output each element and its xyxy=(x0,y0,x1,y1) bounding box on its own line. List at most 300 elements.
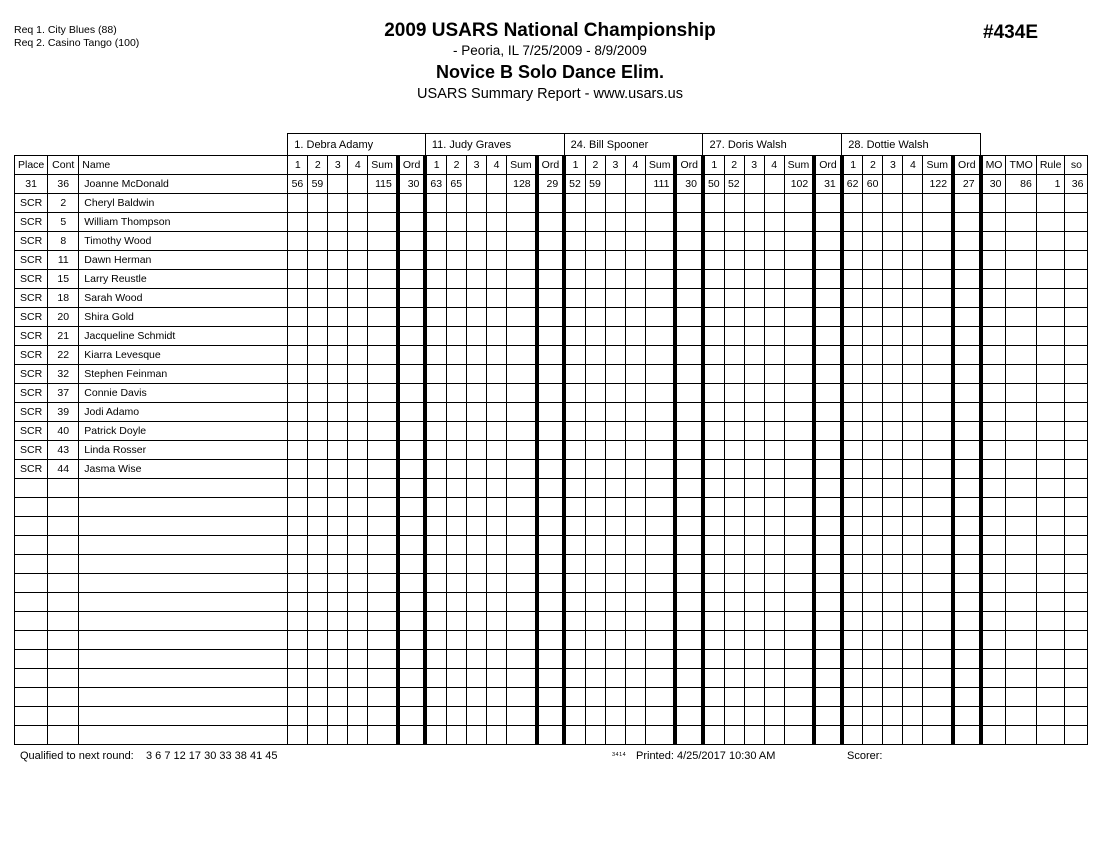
table-row[interactable] xyxy=(15,460,1088,479)
table-row[interactable] xyxy=(15,384,1088,403)
cell-rule xyxy=(1036,232,1065,251)
cell-j4-score-1 xyxy=(703,536,724,555)
cell-place xyxy=(15,498,48,517)
cell-name xyxy=(79,726,288,745)
cell-j4-score-1 xyxy=(703,479,724,498)
cell-j1-score-3 xyxy=(328,422,348,441)
cell-so xyxy=(1065,517,1088,536)
cell-so xyxy=(1065,593,1088,612)
cell-j2-ord xyxy=(537,460,565,479)
qualified-label: Qualified to next round: xyxy=(20,750,134,762)
cell-j3-ord xyxy=(675,707,703,726)
cell-j3-ord xyxy=(675,422,703,441)
cell-j4-score-2 xyxy=(724,574,744,593)
cell-j5-score-1 xyxy=(842,327,863,346)
cell-mo xyxy=(981,555,1006,574)
cell-j2-ord xyxy=(537,251,565,270)
cell-j5-score-4 xyxy=(903,517,923,536)
cell-place xyxy=(15,631,48,650)
cell-j4-score-4 xyxy=(764,365,784,384)
cell-j5-ord xyxy=(953,365,981,384)
table-row[interactable] xyxy=(15,441,1088,460)
cell-j1-score-1 xyxy=(288,403,308,422)
cell-j3-ord xyxy=(675,308,703,327)
cell-mo: 30 xyxy=(981,175,1006,194)
cell-rule xyxy=(1036,669,1065,688)
cell-j2-ord xyxy=(537,479,565,498)
cell-tmo xyxy=(1006,460,1036,479)
cell-j1-score-1 xyxy=(288,593,308,612)
col-header-j3-1: 1 xyxy=(564,156,585,175)
cell-j1-score-4 xyxy=(348,555,368,574)
cell-j1-score-3 xyxy=(328,232,348,251)
cell-j2-score-2: 65 xyxy=(447,175,467,194)
table-row-empty[interactable] xyxy=(15,612,1088,631)
table-row-empty[interactable] xyxy=(15,498,1088,517)
cell-mo xyxy=(981,631,1006,650)
cell-j1-sum xyxy=(368,327,398,346)
cell-j3-score-1 xyxy=(564,574,585,593)
col-header-j5-1: 1 xyxy=(842,156,863,175)
cell-j2-score-3 xyxy=(467,536,487,555)
cell-j1-score-2 xyxy=(308,726,328,745)
table-row[interactable] xyxy=(15,270,1088,289)
cell-j1-ord xyxy=(398,479,426,498)
cell-j3-score-1 xyxy=(564,498,585,517)
cell-j4-sum xyxy=(784,574,814,593)
cell-j2-score-3 xyxy=(467,327,487,346)
cell-j5-score-3 xyxy=(883,422,903,441)
cell-tmo xyxy=(1006,346,1036,365)
cell-j2-sum xyxy=(507,498,537,517)
cell-j5-sum xyxy=(923,422,953,441)
table-row-empty[interactable] xyxy=(15,631,1088,650)
cell-j4-score-4 xyxy=(764,346,784,365)
cell-rule xyxy=(1036,460,1065,479)
cell-j5-score-4 xyxy=(903,650,923,669)
cell-j2-score-4 xyxy=(487,498,507,517)
cell-j1-score-3 xyxy=(328,441,348,460)
cell-so xyxy=(1065,365,1088,384)
cell-j1-score-1 xyxy=(288,574,308,593)
cell-j1-score-3 xyxy=(328,593,348,612)
cell-rule xyxy=(1036,403,1065,422)
cell-j1-sum xyxy=(368,251,398,270)
cell-j3-score-1 xyxy=(564,403,585,422)
cell-j5-ord xyxy=(953,270,981,289)
cell-cont xyxy=(48,479,79,498)
cell-j1-score-1 xyxy=(288,422,308,441)
cell-j5-score-2 xyxy=(863,707,883,726)
cell-j1-score-3 xyxy=(328,194,348,213)
cell-j2-score-4 xyxy=(487,403,507,422)
cell-j2-score-1 xyxy=(425,593,446,612)
cell-j1-sum xyxy=(368,346,398,365)
cell-cont xyxy=(48,612,79,631)
col-header-j2-1: 1 xyxy=(425,156,446,175)
cell-j1-score-4 xyxy=(348,365,368,384)
judge-name-2: 11. Judy Graves xyxy=(425,134,564,156)
col-header-j4-2: 2 xyxy=(724,156,744,175)
cell-j5-score-3 xyxy=(883,175,903,194)
cell-j4-score-1 xyxy=(703,365,724,384)
cell-j3-ord xyxy=(675,669,703,688)
table-row[interactable] xyxy=(15,289,1088,308)
cell-j1-score-1: 56 xyxy=(288,175,308,194)
cell-rule xyxy=(1036,498,1065,517)
cell-j5-score-4 xyxy=(903,175,923,194)
cell-j5-score-3 xyxy=(883,574,903,593)
cell-j1-score-4 xyxy=(348,289,368,308)
col-header-j5-sum: Sum xyxy=(923,156,953,175)
cell-j4-score-2 xyxy=(724,631,744,650)
cell-tmo xyxy=(1006,365,1036,384)
cell-j3-score-2 xyxy=(585,593,605,612)
cell-j3-score-2 xyxy=(585,346,605,365)
cell-j3-score-3 xyxy=(605,289,625,308)
cell-j2-score-1 xyxy=(425,194,446,213)
cell-j3-ord xyxy=(675,498,703,517)
cell-j3-score-2 xyxy=(585,251,605,270)
cell-j1-score-1 xyxy=(288,479,308,498)
cell-rule xyxy=(1036,213,1065,232)
table-row-empty[interactable] xyxy=(15,517,1088,536)
cell-j1-score-1 xyxy=(288,232,308,251)
cell-j3-ord xyxy=(675,289,703,308)
cell-j1-score-3 xyxy=(328,669,348,688)
cell-place: SCR xyxy=(15,251,48,270)
table-row[interactable] xyxy=(15,232,1088,251)
cell-j1-ord xyxy=(398,669,426,688)
cell-j3-ord xyxy=(675,441,703,460)
cell-j5-score-3 xyxy=(883,479,903,498)
cell-j1-score-2 xyxy=(308,270,328,289)
cell-j1-score-2 xyxy=(308,346,328,365)
cell-j1-sum xyxy=(368,498,398,517)
cell-j1-score-1 xyxy=(288,688,308,707)
cell-j3-score-4 xyxy=(625,403,645,422)
cell-j2-score-3 xyxy=(467,612,487,631)
cell-j5-score-2 xyxy=(863,213,883,232)
cell-j2-score-1 xyxy=(425,289,446,308)
cell-place xyxy=(15,688,48,707)
cell-j1-score-2 xyxy=(308,650,328,669)
cell-mo xyxy=(981,346,1006,365)
table-row[interactable] xyxy=(15,365,1088,384)
table-row-empty[interactable] xyxy=(15,555,1088,574)
col-header-rule: Rule xyxy=(1036,156,1065,175)
cell-j2-score-1 xyxy=(425,498,446,517)
table-row-empty[interactable] xyxy=(15,669,1088,688)
cell-j1-ord xyxy=(398,194,426,213)
cell-j2-score-3 xyxy=(467,251,487,270)
cell-j1-score-2 xyxy=(308,574,328,593)
cell-j1-sum xyxy=(368,688,398,707)
cell-j1-score-4 xyxy=(348,479,368,498)
cell-j5-sum xyxy=(923,270,953,289)
cell-j4-score-1 xyxy=(703,403,724,422)
table-row[interactable] xyxy=(15,251,1088,270)
cell-j3-score-1 xyxy=(564,213,585,232)
table-row-empty[interactable] xyxy=(15,726,1088,745)
cell-tmo xyxy=(1006,422,1036,441)
cell-j4-score-4 xyxy=(764,593,784,612)
cell-j4-score-2 xyxy=(724,517,744,536)
cell-j4-sum xyxy=(784,593,814,612)
cell-j3-ord xyxy=(675,574,703,593)
cell-j2-score-2 xyxy=(447,270,467,289)
cell-j1-score-1 xyxy=(288,726,308,745)
cell-j3-score-4 xyxy=(625,669,645,688)
cell-j1-score-3 xyxy=(328,574,348,593)
cell-tmo xyxy=(1006,327,1036,346)
cell-j4-score-1 xyxy=(703,574,724,593)
cell-so xyxy=(1065,346,1088,365)
cell-j1-score-4 xyxy=(348,441,368,460)
cell-j3-sum xyxy=(645,251,675,270)
cell-j1-ord: 30 xyxy=(398,175,426,194)
cell-j5-score-2 xyxy=(863,289,883,308)
col-header-so: so xyxy=(1065,156,1088,175)
cell-so xyxy=(1065,726,1088,745)
cell-j4-score-4 xyxy=(764,536,784,555)
cell-j2-score-4 xyxy=(487,593,507,612)
cell-j3-sum xyxy=(645,555,675,574)
cell-j1-score-4 xyxy=(348,251,368,270)
cell-mo xyxy=(981,403,1006,422)
cell-j5-score-3 xyxy=(883,612,903,631)
table-row-empty[interactable] xyxy=(15,574,1088,593)
table-row[interactable] xyxy=(15,175,1088,194)
cell-tmo xyxy=(1006,650,1036,669)
table-row[interactable] xyxy=(15,194,1088,213)
cell-j2-score-4 xyxy=(487,479,507,498)
cell-j3-score-2 xyxy=(585,422,605,441)
cell-j4-score-3 xyxy=(744,441,764,460)
cell-j5-ord xyxy=(953,593,981,612)
cell-j4-score-2: 52 xyxy=(724,175,744,194)
cell-j2-ord xyxy=(537,707,565,726)
table-row-empty[interactable] xyxy=(15,707,1088,726)
cell-j3-ord xyxy=(675,479,703,498)
cell-j1-sum xyxy=(368,270,398,289)
cell-j2-score-3 xyxy=(467,498,487,517)
cell-j4-ord xyxy=(814,422,842,441)
cell-j5-score-3 xyxy=(883,707,903,726)
cell-tmo xyxy=(1006,669,1036,688)
table-row[interactable] xyxy=(15,308,1088,327)
cell-j2-score-4 xyxy=(487,422,507,441)
cell-j4-ord xyxy=(814,707,842,726)
cell-j3-score-3 xyxy=(605,517,625,536)
cell-name: Joanne McDonald xyxy=(79,175,288,194)
cell-j3-score-4 xyxy=(625,688,645,707)
col-header-j4-sum: Sum xyxy=(784,156,814,175)
cell-j3-ord xyxy=(675,631,703,650)
cell-j5-sum xyxy=(923,612,953,631)
cell-rule xyxy=(1036,707,1065,726)
cell-j3-score-1 xyxy=(564,460,585,479)
cell-cont xyxy=(48,574,79,593)
cell-j4-score-3 xyxy=(744,213,764,232)
cell-j4-score-1 xyxy=(703,593,724,612)
cell-j2-score-1 xyxy=(425,669,446,688)
cell-j2-sum xyxy=(507,232,537,251)
cell-j3-ord xyxy=(675,346,703,365)
cell-j2-score-4 xyxy=(487,289,507,308)
cell-j4-ord xyxy=(814,308,842,327)
cell-mo xyxy=(981,726,1006,745)
cell-j3-score-2 xyxy=(585,365,605,384)
table-row[interactable] xyxy=(15,213,1088,232)
cell-j1-score-3 xyxy=(328,688,348,707)
cell-cont: 5 xyxy=(48,213,79,232)
col-header-j3-sum: Sum xyxy=(645,156,675,175)
table-row[interactable] xyxy=(15,346,1088,365)
cell-j5-ord xyxy=(953,688,981,707)
cell-j4-score-3 xyxy=(744,270,764,289)
cell-j5-score-1 xyxy=(842,460,863,479)
cell-j4-sum xyxy=(784,707,814,726)
cell-j5-score-4 xyxy=(903,669,923,688)
cell-j2-score-2 xyxy=(447,327,467,346)
cell-j4-score-4 xyxy=(764,213,784,232)
cell-j3-score-1 xyxy=(564,593,585,612)
cell-j3-score-2 xyxy=(585,498,605,517)
cell-j4-score-3 xyxy=(744,631,764,650)
cell-j5-sum xyxy=(923,631,953,650)
table-row[interactable] xyxy=(15,327,1088,346)
cell-j1-ord xyxy=(398,726,426,745)
cell-j4-score-1 xyxy=(703,555,724,574)
cell-j5-score-1 xyxy=(842,308,863,327)
cell-j2-score-2 xyxy=(447,498,467,517)
cell-j5-score-3 xyxy=(883,327,903,346)
cell-j4-sum xyxy=(784,536,814,555)
table-row-empty[interactable] xyxy=(15,479,1088,498)
table-row-empty[interactable] xyxy=(15,593,1088,612)
cell-j2-ord xyxy=(537,612,565,631)
cell-j2-score-2 xyxy=(447,289,467,308)
cell-place xyxy=(15,517,48,536)
cell-j2-score-1 xyxy=(425,612,446,631)
location-dates: - Peoria, IL 7/25/2009 - 8/9/2009 xyxy=(453,43,647,58)
cell-j3-sum xyxy=(645,213,675,232)
cell-j5-score-4 xyxy=(903,346,923,365)
cell-j5-score-2 xyxy=(863,612,883,631)
cell-j2-score-2 xyxy=(447,479,467,498)
cell-j2-score-4 xyxy=(487,612,507,631)
cell-j2-score-3 xyxy=(467,631,487,650)
cell-j4-score-4 xyxy=(764,232,784,251)
printed-timestamp: Printed: 4/25/2017 10:30 AM xyxy=(636,750,776,762)
cell-j2-score-3 xyxy=(467,479,487,498)
cell-cont: 18 xyxy=(48,289,79,308)
cell-j1-score-4 xyxy=(348,517,368,536)
table-row-empty[interactable] xyxy=(15,536,1088,555)
cell-j5-score-1 xyxy=(842,479,863,498)
cell-j5-score-1 xyxy=(842,289,863,308)
cell-place: SCR xyxy=(15,365,48,384)
table-row-empty[interactable] xyxy=(15,688,1088,707)
table-row-empty[interactable] xyxy=(15,650,1088,669)
cell-j4-sum xyxy=(784,441,814,460)
cell-j1-score-4 xyxy=(348,650,368,669)
cell-j5-sum xyxy=(923,555,953,574)
cell-j5-score-1 xyxy=(842,536,863,555)
cell-j5-score-1 xyxy=(842,688,863,707)
cell-j4-score-4 xyxy=(764,194,784,213)
cell-j5-score-4 xyxy=(903,631,923,650)
cell-j5-ord xyxy=(953,422,981,441)
cell-j1-score-3 xyxy=(328,346,348,365)
cell-place: SCR xyxy=(15,441,48,460)
cell-j5-ord xyxy=(953,574,981,593)
cell-j1-score-1 xyxy=(288,384,308,403)
table-row[interactable] xyxy=(15,422,1088,441)
cell-j3-score-3 xyxy=(605,498,625,517)
cell-j5-score-3 xyxy=(883,194,903,213)
cell-cont xyxy=(48,498,79,517)
cell-j4-score-4 xyxy=(764,574,784,593)
cell-j5-sum xyxy=(923,536,953,555)
cell-cont: 11 xyxy=(48,251,79,270)
cell-j4-score-1 xyxy=(703,308,724,327)
cell-j4-score-4 xyxy=(764,270,784,289)
cell-j1-score-2 xyxy=(308,213,328,232)
cell-j3-score-4 xyxy=(625,194,645,213)
cell-j5-sum xyxy=(923,327,953,346)
cell-mo xyxy=(981,669,1006,688)
cell-j3-ord xyxy=(675,232,703,251)
cell-name: William Thompson xyxy=(79,213,288,232)
cell-cont xyxy=(48,650,79,669)
cell-j3-ord xyxy=(675,650,703,669)
cell-j5-ord xyxy=(953,308,981,327)
cell-j1-score-1 xyxy=(288,555,308,574)
cell-j5-score-2 xyxy=(863,365,883,384)
cell-j4-score-1 xyxy=(703,498,724,517)
cell-j3-sum xyxy=(645,441,675,460)
cell-j1-score-4 xyxy=(348,574,368,593)
cell-j5-score-2: 60 xyxy=(863,175,883,194)
judge-name-5: 28. Dottie Walsh xyxy=(842,134,981,156)
cell-j5-score-2 xyxy=(863,650,883,669)
col-header-mo: MO xyxy=(981,156,1006,175)
cell-j2-score-2 xyxy=(447,365,467,384)
cell-j2-score-1 xyxy=(425,270,446,289)
cell-j3-ord xyxy=(675,688,703,707)
col-header-j1-4: 4 xyxy=(348,156,368,175)
cell-j2-score-3 xyxy=(467,194,487,213)
cell-j4-ord xyxy=(814,251,842,270)
cell-j3-score-4 xyxy=(625,365,645,384)
col-header-name: Name xyxy=(79,156,288,175)
col-header-j3-4: 4 xyxy=(625,156,645,175)
cell-j4-ord xyxy=(814,574,842,593)
cell-j5-score-2 xyxy=(863,669,883,688)
table-row[interactable] xyxy=(15,403,1088,422)
cell-j3-score-2 xyxy=(585,384,605,403)
cell-j2-score-3 xyxy=(467,460,487,479)
cell-j3-score-3 xyxy=(605,669,625,688)
cell-cont: 20 xyxy=(48,308,79,327)
cell-j2-ord xyxy=(537,631,565,650)
cell-j3-score-3 xyxy=(605,422,625,441)
cell-j2-sum xyxy=(507,251,537,270)
cell-j5-score-3 xyxy=(883,213,903,232)
cell-j3-sum xyxy=(645,479,675,498)
